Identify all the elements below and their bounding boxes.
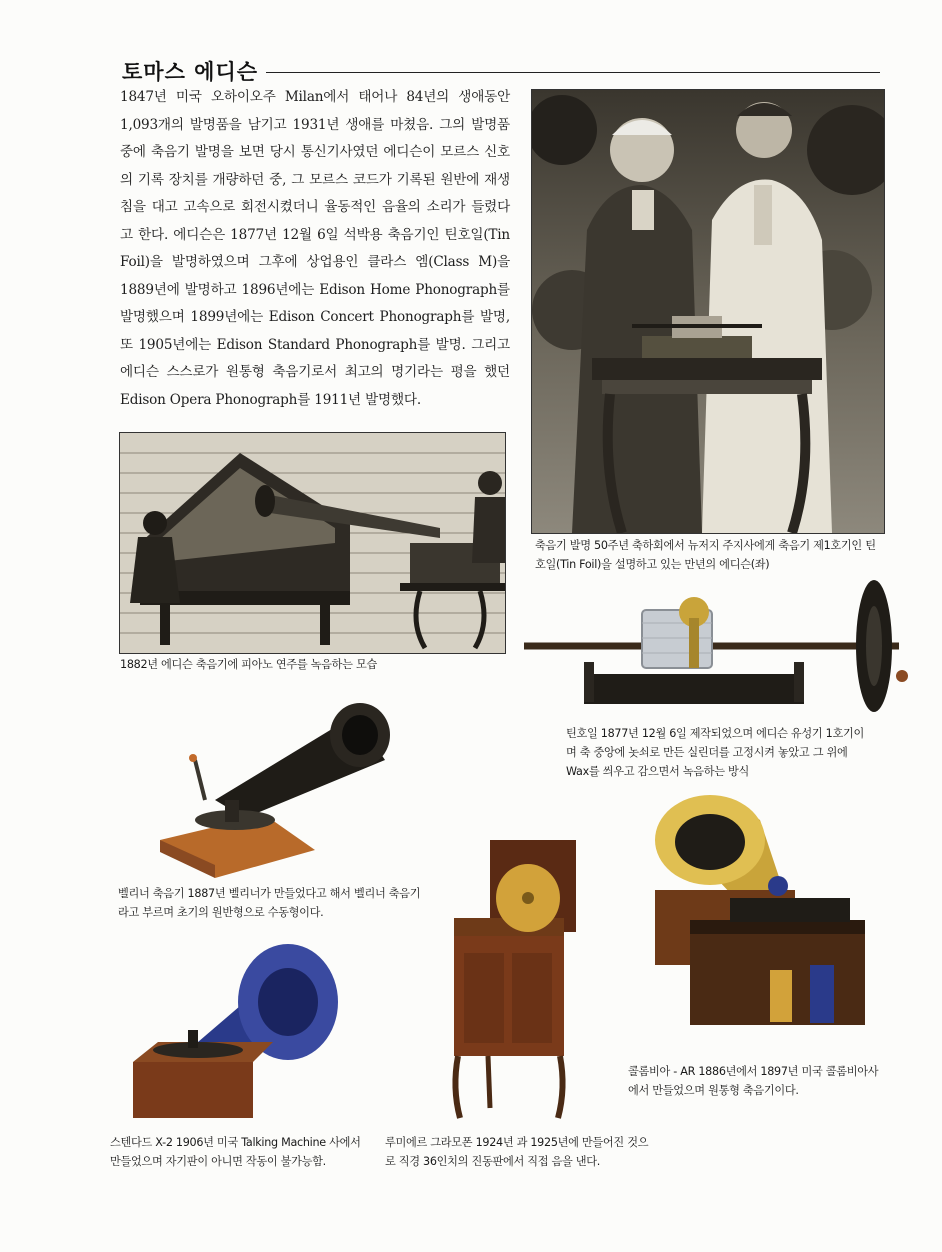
article-body: 1847년 미국 오하이오주 Milan에서 태어나 84년의 생애동안 1,093개의 발명품을 남기고 1931년 생애를 마쳤음. 그의 발명품 중에 축음기 발명을 보면 당시 통신기사였던 에디슨이 모르스 신호의 기록 장치를 개량하던 중, 그 모르스 코드가 기록된 원반에 재생침을 대고 고속으로 회전시켰더니 율동적인 음율의 소리가 들렸다고 한다. 에디슨은 1877년 12월 6일 석박용 축음기인 틴호일(Tin Foil)을 발명하였으며 그후에 상업용인 클라스 엠(Class M)을 1889년에 발명하고 1896년에는 Edison Home Phonograph를 발명했으며 1899년에는 Edison Concert Phonograph를 발명, 또 1905년에는 Edison Standard Phonograph를 발명. 그리고 에디슨 스스로가 원통형 축음기로서 최고의 명기라는 평을 했던 Edison Opera Phonograph를 1911년 발명했다. <box>120 89 510 408</box>
piano-recording-engraving <box>119 432 506 654</box>
edison-photo-caption: 축음기 발명 50주년 축하회에서 뉴저지 주지사에게 축음기 제1호기인 틴호일(Tin Foil)을 설명하고 있는 만년의 에디슨(좌) <box>535 539 876 571</box>
piano-recording-caption: 1882년 에디슨 축음기에 피아노 연주를 녹음하는 모습 <box>120 658 377 671</box>
tin-foil-caption: 틴호일 1877년 12월 6일 제작되었으며 에디슨 유성기 1호기이며 축 중앙에 놋쇠로 만든 실린더를 고정시켜 놓았고 그 위에 Wax를 씌우고 감으면서 녹음하는 방식 <box>566 727 864 778</box>
lumiere-caption: 루미에르 그라모폰 1924년 과 1925년에 만들어진 것으로 직경 36인치의 진동판에서 직접 음을 낸다. <box>385 1136 649 1168</box>
standard-x2-phonograph <box>128 942 342 1122</box>
berliner-gramophone <box>155 700 393 878</box>
standard-x2-caption: 스텐다드 X-2 1906년 미국 Talking Machine 사에서 만들었으며 자기판이 아니면 작동이 불가능함. <box>110 1136 361 1168</box>
lumiere-gramophone <box>448 838 578 1120</box>
page-title: 토마스 에디슨 <box>122 60 259 84</box>
title-rule <box>266 72 880 73</box>
columbia-caption: 콜롬비아 - AR 1886년에서 1897년 미국 콜롬비아사 에서 만들었으며 원통형 축음기이다. <box>628 1065 879 1097</box>
columbia-ar-phonograph <box>650 790 868 1028</box>
berliner-caption: 벨리너 축음기 1887년 벨리너가 만들었다고 해서 벨리너 축음기라고 부르며 초기의 원반형으로 수동형이다. <box>118 887 421 919</box>
tin-foil-phonograph <box>524 578 910 720</box>
edison-governor-photo <box>531 89 885 534</box>
